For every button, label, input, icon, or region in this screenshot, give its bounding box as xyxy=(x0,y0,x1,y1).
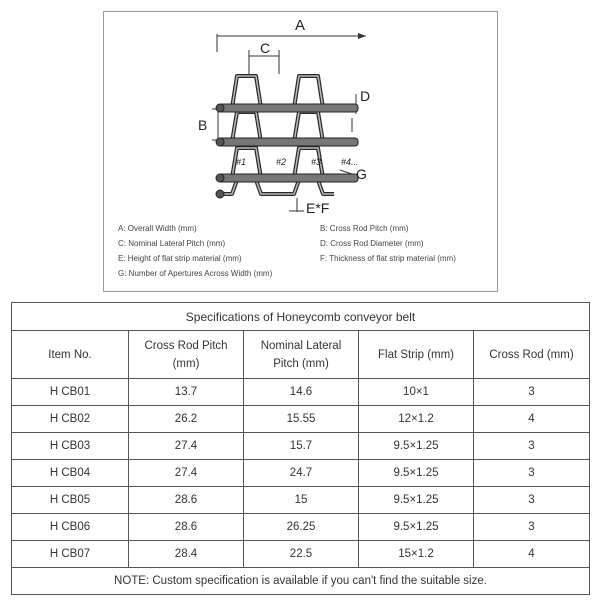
header-item-no: Item No. xyxy=(12,331,129,379)
label-g: G xyxy=(356,166,367,182)
cell-pitch: 28.4 xyxy=(129,541,244,568)
cell-lateral: 22.5 xyxy=(244,541,359,568)
rod-end-2 xyxy=(216,138,224,146)
table-row xyxy=(12,487,590,514)
legend-g: G: Number of Apertures Across Width (mm) xyxy=(118,269,273,278)
table-row xyxy=(12,460,590,487)
label-d: D xyxy=(360,88,371,104)
label-ef: E*F xyxy=(306,200,330,216)
header-lateral-pitch-line2: Pitch (mm) xyxy=(273,357,329,370)
header-lateral-pitch-line1: Nominal Lateral xyxy=(260,339,342,352)
aperture-1: #1 xyxy=(236,157,247,167)
legend-e: E: Height of flat strip material (mm) xyxy=(118,254,242,263)
cell-strip: 15×1.2 xyxy=(359,541,474,568)
legend-c: C: Nominal Lateral Pitch (mm) xyxy=(118,239,226,248)
belt-drawing xyxy=(104,12,499,293)
cell-strip: 9.5×1.25 xyxy=(359,433,474,460)
cell-pitch: 28.6 xyxy=(129,514,244,541)
strip-1-highlight xyxy=(222,76,356,108)
table-row xyxy=(12,541,590,568)
rod-end-4 xyxy=(216,190,224,198)
cell-strip: 10×1 xyxy=(359,379,474,406)
spec-table xyxy=(11,302,590,595)
cell-strip: 9.5×1.25 xyxy=(359,487,474,514)
dim-g-leader xyxy=(340,170,352,174)
cell-lateral: 14.6 xyxy=(244,379,359,406)
belt-diagram xyxy=(103,11,498,292)
legend-b: B: Cross Rod Pitch (mm) xyxy=(320,224,409,233)
cross-rod-1 xyxy=(218,104,358,112)
legend-d: D: Cross Rod Diameter (mm) xyxy=(320,239,424,248)
label-b: B xyxy=(198,117,208,133)
aperture-4: #4... xyxy=(341,157,359,167)
table-row xyxy=(12,433,590,460)
cell-item: H CB04 xyxy=(12,460,129,487)
cell-pitch: 27.4 xyxy=(129,433,244,460)
table-row xyxy=(12,406,590,433)
legend-f: F: Thickness of flat strip material (mm) xyxy=(320,254,456,263)
header-flat-strip: Flat Strip (mm) xyxy=(359,331,474,379)
cell-strip: 12×1.2 xyxy=(359,406,474,433)
cell-lateral: 15.7 xyxy=(244,433,359,460)
table-row xyxy=(12,379,590,406)
header-cross-rod: Cross Rod (mm) xyxy=(474,331,590,379)
header-cross-rod-pitch xyxy=(129,331,244,379)
cell-item: H CB01 xyxy=(12,379,129,406)
header-cross-rod-pitch-line1: Cross Rod Pitch xyxy=(144,339,228,352)
legend-a: A: Overall Width (mm) xyxy=(118,224,197,233)
aperture-2: #2 xyxy=(276,157,287,167)
cell-rod: 3 xyxy=(474,460,590,487)
header-cross-rod-pitch-line2: (mm) xyxy=(172,357,200,370)
table-row xyxy=(12,514,590,541)
dim-a-arrow xyxy=(358,33,366,39)
rod-end-3 xyxy=(216,174,224,182)
cell-item: H CB03 xyxy=(12,433,129,460)
cell-lateral: 24.7 xyxy=(244,460,359,487)
cell-rod: 4 xyxy=(474,406,590,433)
cell-rod: 3 xyxy=(474,433,590,460)
table-note: NOTE: Custom specification is available if you can't find the suitable size. xyxy=(12,568,590,595)
cell-item: H CB07 xyxy=(12,541,129,568)
cell-lateral: 26.25 xyxy=(244,514,359,541)
rod-end-1 xyxy=(216,104,224,112)
aperture-3: #3 xyxy=(311,157,322,167)
cell-strip: 9.5×1.25 xyxy=(359,460,474,487)
cell-pitch: 28.6 xyxy=(129,487,244,514)
strip-1 xyxy=(222,76,356,108)
cell-item: H CB02 xyxy=(12,406,129,433)
cell-lateral: 15 xyxy=(244,487,359,514)
cell-lateral: 15.55 xyxy=(244,406,359,433)
cell-rod: 3 xyxy=(474,514,590,541)
label-a: A xyxy=(295,17,306,34)
cell-item: H CB06 xyxy=(12,514,129,541)
cross-rod-2 xyxy=(218,138,358,146)
cell-rod: 3 xyxy=(474,487,590,514)
cell-pitch: 13.7 xyxy=(129,379,244,406)
header-lateral-pitch xyxy=(244,331,359,379)
cell-rod: 4 xyxy=(474,541,590,568)
cell-rod: 3 xyxy=(474,379,590,406)
cell-strip: 9.5×1.25 xyxy=(359,514,474,541)
table-caption: Specifications of Honeycomb conveyor belt xyxy=(12,303,590,331)
cross-rod-3 xyxy=(218,174,358,182)
cell-item: H CB05 xyxy=(12,487,129,514)
cell-pitch: 27.4 xyxy=(129,460,244,487)
cell-pitch: 26.2 xyxy=(129,406,244,433)
label-c: C xyxy=(260,40,271,56)
